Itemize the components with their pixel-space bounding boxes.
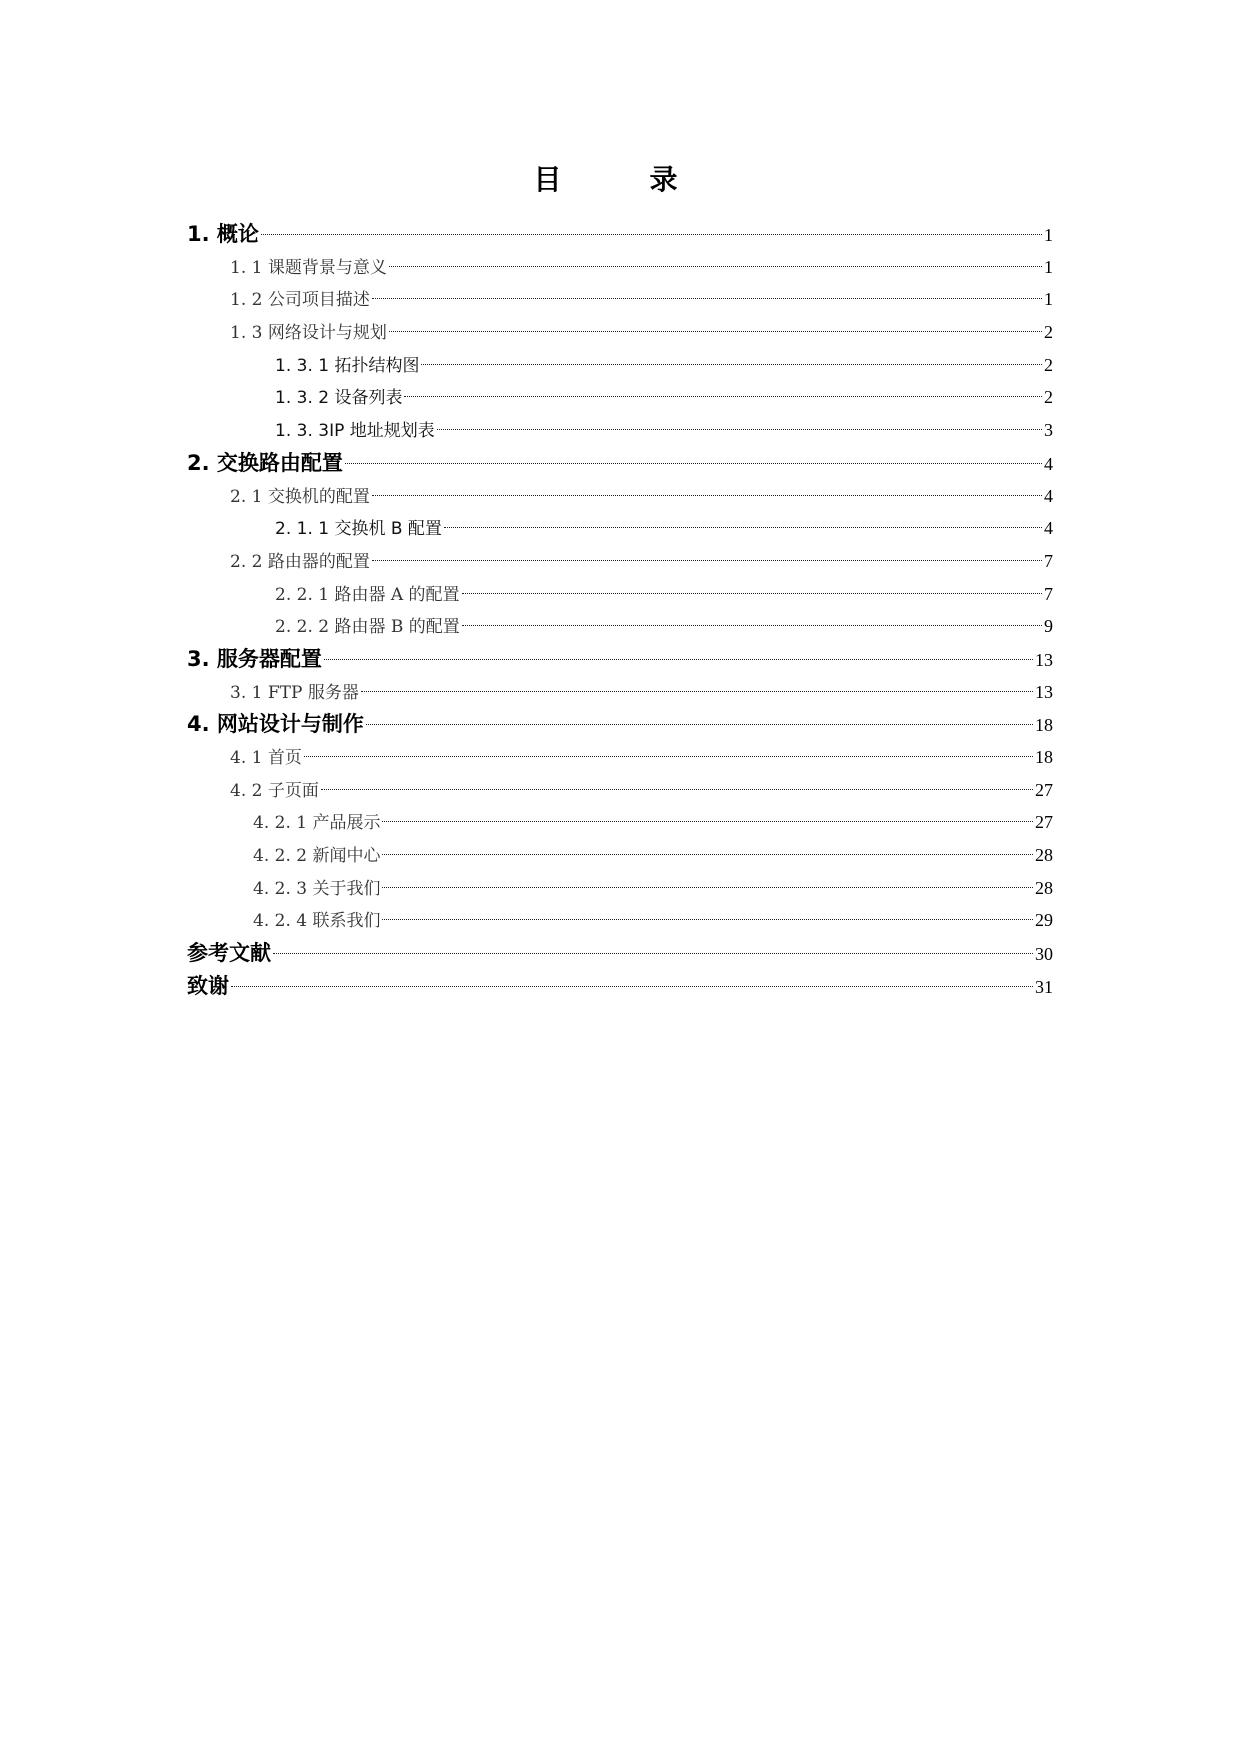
toc-entry[interactable] xyxy=(187,512,1053,545)
toc-entry-label: 1. 2 公司项目描述 xyxy=(230,290,370,311)
dot-leader xyxy=(382,887,1033,888)
dot-leader xyxy=(324,659,1033,660)
toc-entry-page-number: 9 xyxy=(1044,616,1053,637)
dot-leader xyxy=(366,724,1033,725)
dot-leader xyxy=(361,691,1033,692)
toc-entry-label: 1. 1 课题背景与意义 xyxy=(230,257,387,278)
toc-entry-label: 1. 3. 3IP 地址规划表 xyxy=(275,421,435,442)
toc-entry-page-number: 3 xyxy=(1044,420,1053,441)
toc-entry[interactable] xyxy=(187,872,1053,905)
toc-entry-page-number: 30 xyxy=(1035,944,1053,965)
toc-entry-label: 3. 服务器配置 xyxy=(187,646,322,671)
dot-leader xyxy=(231,986,1033,987)
toc-entry-page-number: 4 xyxy=(1044,518,1053,539)
toc-entry-label: 2. 2 路由器的配置 xyxy=(230,551,370,572)
toc-entry[interactable] xyxy=(187,970,1053,1003)
dot-leader xyxy=(273,953,1033,954)
toc-entry[interactable] xyxy=(187,610,1053,643)
toc-entry-page-number: 1 xyxy=(1044,289,1053,310)
toc-entry-page-number: 27 xyxy=(1035,779,1053,800)
toc-entry-page-number: 18 xyxy=(1035,715,1053,736)
toc-entry-label: 1. 3 网络设计与规划 xyxy=(230,323,387,344)
toc-entry[interactable] xyxy=(187,283,1053,316)
toc-entry-page-number: 7 xyxy=(1044,583,1053,604)
dot-leader xyxy=(404,396,1042,397)
toc-entry-label: 2. 1 交换机的配置 xyxy=(230,486,370,507)
toc-entry-page-number: 13 xyxy=(1035,681,1053,702)
dot-leader xyxy=(382,854,1033,855)
toc-entry[interactable] xyxy=(187,774,1053,807)
toc-entry[interactable] xyxy=(187,447,1053,480)
toc-entry-page-number: 18 xyxy=(1035,747,1053,767)
toc-entry-page-number: 4 xyxy=(1044,485,1053,506)
toc-entry-label: 致谢 xyxy=(187,973,229,998)
toc-entry-page-number: 13 xyxy=(1035,649,1053,670)
toc-entry-page-number: 1 xyxy=(1044,225,1053,245)
toc-entry-page-number: 2 xyxy=(1044,322,1053,343)
toc-entry-label: 4. 2. 4 联系我们 xyxy=(253,911,381,932)
toc-entry-page-number: 31 xyxy=(1035,976,1053,997)
toc-entry-label: 4. 2 子页面 xyxy=(230,780,319,801)
dot-leader xyxy=(437,429,1042,430)
toc-entry-page-number: 1 xyxy=(1044,256,1053,277)
toc-entry-label: 2. 交换路由配置 xyxy=(187,450,343,475)
toc-entry[interactable] xyxy=(187,251,1053,284)
toc-entry[interactable] xyxy=(187,316,1053,349)
dot-leader xyxy=(389,331,1042,332)
toc-entry-label: 4. 2. 3 关于我们 xyxy=(253,878,381,899)
toc-entry-page-number: 7 xyxy=(1044,550,1053,571)
dot-leader xyxy=(372,560,1042,561)
dot-leader xyxy=(321,789,1033,790)
toc-entry[interactable] xyxy=(187,414,1053,447)
toc-entry-label: 4. 2. 2 新闻中心 xyxy=(253,846,381,867)
toc-entry[interactable] xyxy=(187,381,1053,414)
dot-leader xyxy=(382,919,1033,920)
dot-leader xyxy=(304,756,1033,757)
toc-entry-page-number: 29 xyxy=(1035,910,1053,931)
toc-entry-page-number: 27 xyxy=(1035,812,1053,833)
dot-leader xyxy=(462,625,1042,626)
dot-leader xyxy=(261,234,1042,235)
toc-entry[interactable] xyxy=(187,676,1053,709)
toc-entry-label: 3. 1 FTP 服务器 xyxy=(230,682,359,703)
toc-entry-label: 1. 3. 2 设备列表 xyxy=(275,388,403,409)
toc-entry[interactable] xyxy=(187,741,1053,774)
toc-entry-label: 4. 2. 1 产品展示 xyxy=(253,813,381,834)
toc-entry-page-number: 2 xyxy=(1044,387,1053,408)
toc-entry-label: 2. 1. 1 交换机 B 配置 xyxy=(275,519,442,540)
toc-entry-label: 1. 概论 xyxy=(187,222,259,246)
toc-entry-page-number: 28 xyxy=(1035,845,1053,866)
toc-entry[interactable] xyxy=(187,349,1053,382)
toc-entry[interactable] xyxy=(187,480,1053,513)
page-title: 目 录 xyxy=(533,163,708,196)
toc-entry-label: 2. 2. 1 路由器 A 的配置 xyxy=(275,584,460,605)
toc-entry[interactable] xyxy=(187,578,1053,611)
dot-leader xyxy=(345,463,1042,464)
toc-entry[interactable] xyxy=(187,643,1053,676)
toc-entry[interactable] xyxy=(187,839,1053,872)
toc-entry-label: 4. 1 首页 xyxy=(230,748,302,768)
toc-entry[interactable] xyxy=(187,708,1053,741)
dot-leader xyxy=(462,593,1042,594)
dot-leader xyxy=(372,495,1042,496)
toc-entry[interactable] xyxy=(187,218,1053,251)
dot-leader xyxy=(382,821,1033,822)
dot-leader xyxy=(389,266,1042,267)
toc-entry-page-number: 4 xyxy=(1044,453,1053,474)
toc-entry[interactable] xyxy=(187,806,1053,839)
dot-leader xyxy=(372,298,1042,299)
toc-entry-label: 参考文献 xyxy=(187,941,271,966)
toc-entry-page-number: 28 xyxy=(1035,877,1053,898)
toc-entry-label: 1. 3. 1 拓扑结构图 xyxy=(275,355,420,376)
dot-leader xyxy=(421,364,1042,365)
dot-leader xyxy=(444,527,1042,528)
table-of-contents xyxy=(187,218,1053,1003)
toc-entry-page-number: 2 xyxy=(1044,354,1053,375)
toc-entry[interactable] xyxy=(187,937,1053,970)
toc-entry[interactable] xyxy=(187,545,1053,578)
toc-entry-label: 2. 2. 2 路由器 B 的配置 xyxy=(275,617,460,638)
toc-entry[interactable] xyxy=(187,904,1053,937)
toc-entry-label: 4. 网站设计与制作 xyxy=(187,712,364,737)
